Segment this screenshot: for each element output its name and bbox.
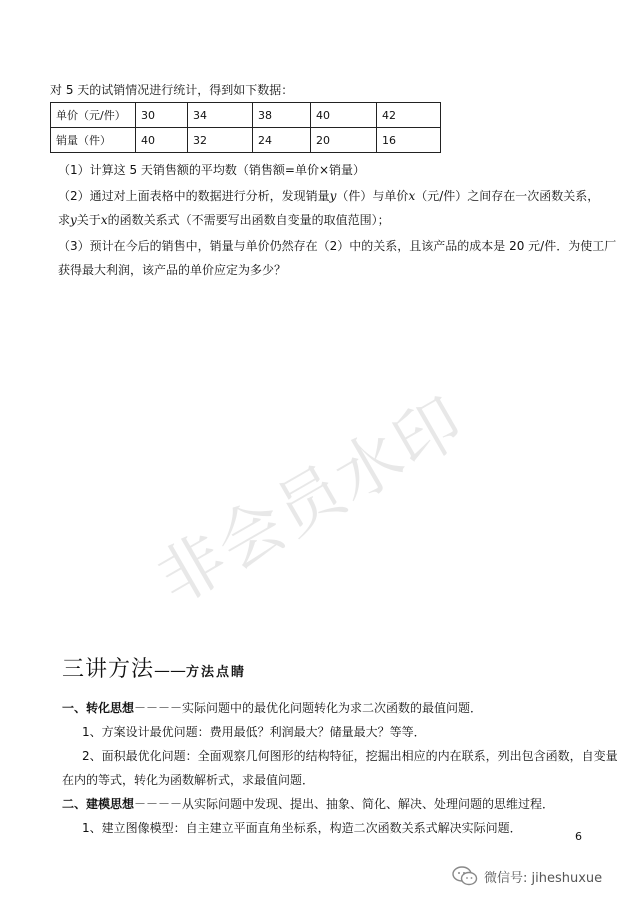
var-y: y xyxy=(329,189,337,203)
question-2-line-2 xyxy=(58,212,390,228)
question-3-line-2: 获得最大利润，该产品的单价应定为多少？ xyxy=(58,263,287,277)
table-cell: 40 xyxy=(136,128,188,153)
table-cell: 30 xyxy=(136,103,188,128)
method-1 xyxy=(62,700,482,716)
method-2-title: 二、建模思想 xyxy=(62,797,135,811)
q2-text: （件）与单价 xyxy=(336,189,409,203)
var-x: x xyxy=(100,213,108,227)
row-label: 销量（件） xyxy=(51,128,136,153)
method-2-item-1: 1、建立图像模型：自主建立平面直角坐标系，构造二次函数关系式解决实际问题． xyxy=(82,821,522,835)
question-2-line-1 xyxy=(58,188,599,204)
wechat-icon xyxy=(452,866,478,886)
table-cell: 20 xyxy=(311,128,377,153)
row-label: 单价（元/件） xyxy=(51,103,136,128)
footer-wechat xyxy=(452,866,602,886)
table-cell: 38 xyxy=(253,103,311,128)
table-cell: 32 xyxy=(188,128,253,153)
question-3-line-1: （3）预计在今后的销售中，销量与单价仍然存在（2）中的关系，且该产品的成本是 20 元/件．为使工厂 xyxy=(58,239,617,253)
heading-main: 三讲方法 xyxy=(62,657,155,682)
table-cell: 16 xyxy=(377,128,441,153)
watermark: 非会员水印 xyxy=(144,382,478,620)
q2-text: 的函数关系式（不需要写出函数自变量的取值范围）； xyxy=(107,213,390,227)
heading-dash: —— xyxy=(154,661,187,680)
method-2 xyxy=(62,796,554,812)
section-heading xyxy=(62,652,246,683)
method-1-title: 一、转化思想 xyxy=(62,701,135,715)
table-row xyxy=(51,103,441,128)
method-1-item-2-line-1: 2、面积最优化问题：全面观察几何图形的结构特征，挖掘出相应的内在联系，列出包含函数，自变量 xyxy=(82,749,618,763)
q2-text: 关于 xyxy=(76,213,101,227)
table-cell: 24 xyxy=(253,128,311,153)
var-y: y xyxy=(70,213,77,227)
data-table xyxy=(50,102,441,153)
method-1-text: －－－－实际问题中的最优化问题转化为求二次函数的最值问题． xyxy=(134,701,483,715)
var-x: x xyxy=(408,189,416,203)
page-number: 6 xyxy=(575,830,582,843)
intro-text: 对 5 天的试销情况进行统计，得到如下数据： xyxy=(50,83,294,97)
method-2-text: －－－－从实际问题中发现、提出、抽象、简化、解决、处理问题的思维过程． xyxy=(134,797,555,811)
method-1-item-1: 1、方案设计最优问题：费用最低？利润最大？储量最大？等等． xyxy=(82,725,426,739)
q2-text: （2）通过对上面表格中的数据进行分析，发现销量 xyxy=(58,189,330,203)
q2-text: （元/件）之间存在一次函数关系， xyxy=(415,189,600,203)
table-cell: 40 xyxy=(311,103,377,128)
heading-sub: 方法点睛 xyxy=(186,665,247,680)
question-1: （1）计算这 5 天销售额的平均数（销售额=单价×销量） xyxy=(58,163,366,177)
q2-text: 求 xyxy=(58,213,71,227)
method-1-item-2-line-2: 在内的等式，转化为函数解析式，求最值问题． xyxy=(62,773,315,787)
table-row xyxy=(51,128,441,153)
table-cell: 34 xyxy=(188,103,253,128)
table-cell: 42 xyxy=(377,103,441,128)
footer-label: 微信号: jiheshuxue xyxy=(484,870,603,886)
